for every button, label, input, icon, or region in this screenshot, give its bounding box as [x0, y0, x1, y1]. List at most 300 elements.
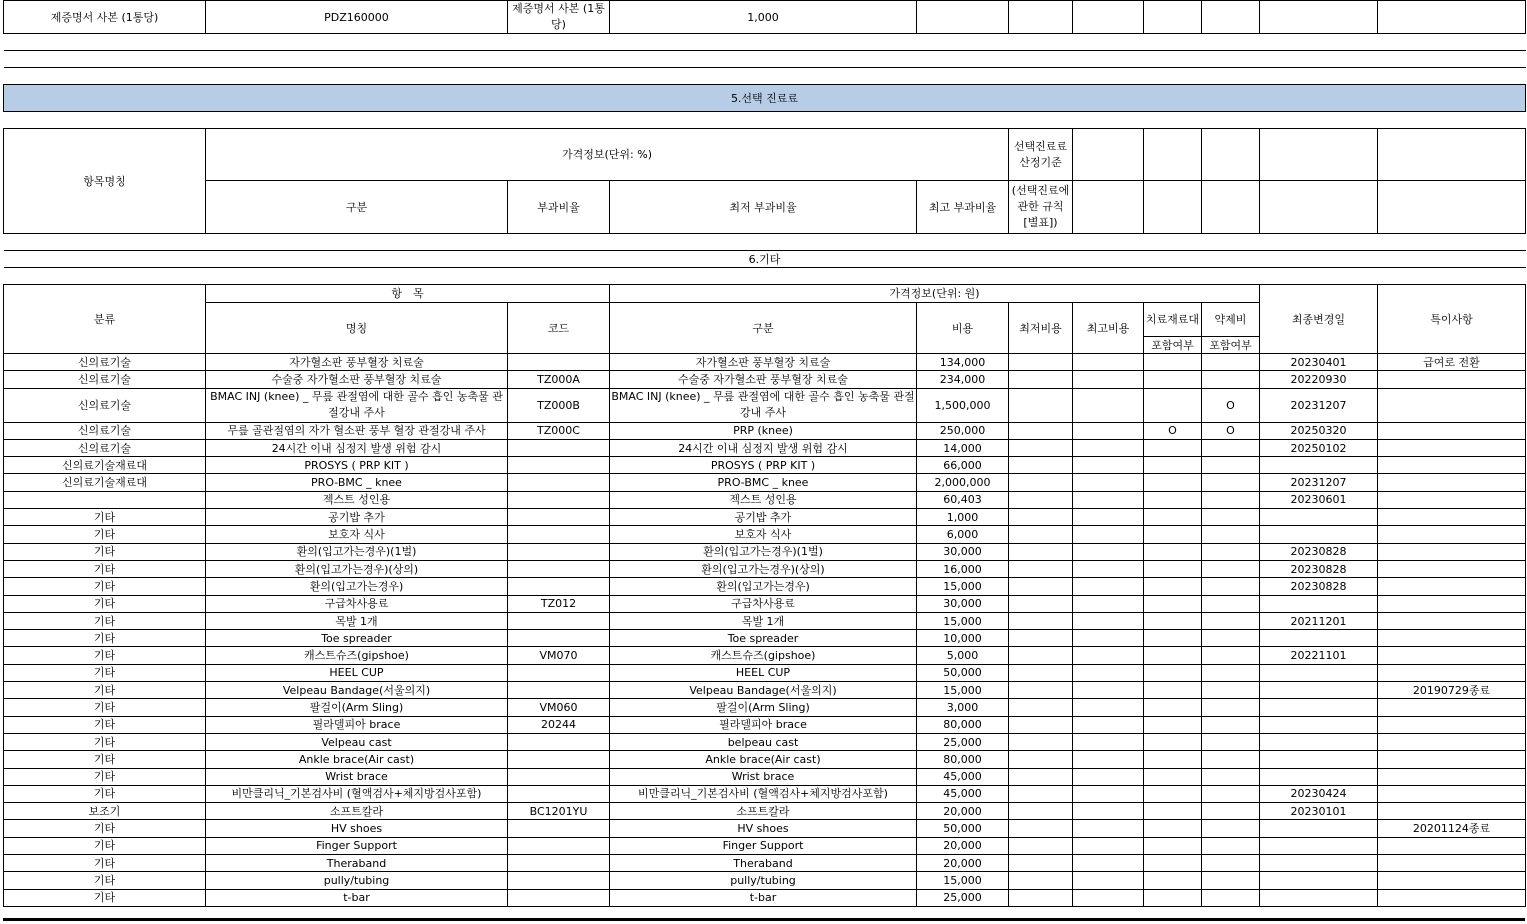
row-code: TZ012: [508, 595, 610, 612]
row-code: TZ000B: [508, 388, 610, 422]
row-note: [1378, 699, 1526, 716]
row-code: [508, 543, 610, 560]
row-code: [508, 560, 610, 577]
row-code: [508, 612, 610, 629]
row-name: BMAC INJ (knee) _ 무릎 관절염에 대한 골수 흡인 농축물 관절강내 주사: [206, 388, 508, 422]
row-mat: [1144, 388, 1202, 422]
row-code: [508, 872, 610, 889]
row-note: [1378, 716, 1526, 733]
row-cat: 기타: [4, 578, 206, 595]
row-date: [1260, 837, 1378, 854]
row-drug: [1202, 647, 1260, 664]
row-cat: 신의료기술: [4, 371, 206, 388]
row-note: [1378, 855, 1526, 872]
row-drug: [1202, 837, 1260, 854]
row-mat: [1144, 354, 1202, 371]
row-drug: [1202, 526, 1260, 543]
row-max: [1073, 803, 1144, 820]
row-cat: 기타: [4, 699, 206, 716]
row-name: 소프트칼라: [206, 803, 508, 820]
row-cat: 기타: [4, 630, 206, 647]
row-note: [1378, 595, 1526, 612]
row-mat: O: [1144, 422, 1202, 439]
table-row: [4, 595, 1526, 612]
row-cost: 15,000: [917, 612, 1009, 629]
row-date: [1260, 820, 1378, 837]
table-row: [4, 371, 1526, 388]
row-note: [1378, 457, 1526, 474]
row-max: [1073, 526, 1144, 543]
row-max: [1073, 785, 1144, 802]
row-min: [1009, 474, 1073, 491]
row-name: 목발 1개: [206, 612, 508, 629]
row-cat: 기타: [4, 526, 206, 543]
row-name: Velpeau Bandage(서울의지): [206, 682, 508, 699]
table-row: [4, 526, 1526, 543]
row-drug: [1202, 699, 1260, 716]
row-cost: 30,000: [917, 595, 1009, 612]
row-gubun: t-bar: [610, 889, 917, 906]
row-note: [1378, 371, 1526, 388]
row-cost: 5,000: [917, 647, 1009, 664]
table-row: [4, 612, 1526, 629]
row-drug: [1202, 855, 1260, 872]
row-cat: 기타: [4, 872, 206, 889]
row-code: [508, 491, 610, 508]
row-drug: [1202, 354, 1260, 371]
row-code: [508, 474, 610, 491]
row-gubun: 수술중 자가혈소판 풍부혈장 치료술: [610, 371, 917, 388]
s6-min-cost: 최저비용: [1009, 303, 1073, 354]
table-row: [4, 560, 1526, 577]
row-drug: [1202, 457, 1260, 474]
s6-drug: 약제비: [1202, 303, 1260, 337]
row-cost: 14,000: [917, 439, 1009, 456]
row-drug: O: [1202, 388, 1260, 422]
row-drug: [1202, 733, 1260, 750]
row-date: [1260, 889, 1378, 906]
row-note: [1378, 872, 1526, 889]
s6-cost: 비용: [917, 303, 1009, 354]
row-name: 공기밥 추가: [206, 509, 508, 526]
row-cat: 기타: [4, 820, 206, 837]
row-min: [1009, 439, 1073, 456]
row-note: [1378, 768, 1526, 785]
row-cat: 기타: [4, 716, 206, 733]
row-note: [1378, 560, 1526, 577]
row-mat: [1144, 457, 1202, 474]
table-row: [4, 578, 1526, 595]
row-date: 20230424: [1260, 785, 1378, 802]
row-min: [1009, 578, 1073, 595]
table-row: [4, 855, 1526, 872]
row-gubun: 구급차사용료: [610, 595, 917, 612]
row-date: 20230101: [1260, 803, 1378, 820]
row-name: 구급차사용료: [206, 595, 508, 612]
row-code: BC1201YU: [508, 803, 610, 820]
row-date: [1260, 526, 1378, 543]
row-code: [508, 785, 610, 802]
row-date: 20250102: [1260, 439, 1378, 456]
row-cat: 신의료기술: [4, 388, 206, 422]
table-row: [4, 837, 1526, 854]
row-mat: [1144, 630, 1202, 647]
row-date: 20230601: [1260, 491, 1378, 508]
row-date: 20220930: [1260, 371, 1378, 388]
row-drug: [1202, 682, 1260, 699]
row-cat: 기타: [4, 751, 206, 768]
table-row: [4, 889, 1526, 906]
table-row: [4, 543, 1526, 560]
row-max: [1073, 855, 1144, 872]
row-cat: 기타: [4, 889, 206, 906]
row-note: [1378, 422, 1526, 439]
row-mat: [1144, 491, 1202, 508]
row-cost: 15,000: [917, 872, 1009, 889]
row-note: [1378, 509, 1526, 526]
s5-price-info: 가격정보(단위: %): [206, 129, 1009, 181]
row-mat: [1144, 699, 1202, 716]
row-drug: [1202, 560, 1260, 577]
row-cat: 기타: [4, 768, 206, 785]
row-code: [508, 509, 610, 526]
table-row: [4, 491, 1526, 508]
s6-drug-incl: 포함여부: [1202, 337, 1260, 354]
row-cat: 기타: [4, 682, 206, 699]
s6-max-cost: 최고비용: [1073, 303, 1144, 354]
row-cat: 기타: [4, 647, 206, 664]
row-date: 20211201: [1260, 612, 1378, 629]
row-mat: [1144, 664, 1202, 681]
row-date: [1260, 630, 1378, 647]
row-gubun: 목발 1개: [610, 612, 917, 629]
row-code: [508, 354, 610, 371]
top-row-gubun: 제증명서 사본 (1통당): [508, 1, 610, 34]
row-name: PRO-BMC _ knee: [206, 474, 508, 491]
row-code: TZ000A: [508, 371, 610, 388]
row-note: 급여로 전환: [1378, 354, 1526, 371]
row-gubun: 공기밥 추가: [610, 509, 917, 526]
row-gubun: 자가혈소판 풍부혈장 치료술: [610, 354, 917, 371]
row-drug: [1202, 785, 1260, 802]
row-drug: [1202, 371, 1260, 388]
row-code: [508, 578, 610, 595]
s5-item-name: 항목명칭: [4, 129, 206, 234]
row-mat: [1144, 371, 1202, 388]
row-note: [1378, 751, 1526, 768]
row-drug: [1202, 889, 1260, 906]
row-max: [1073, 509, 1144, 526]
row-gubun: 필라델피아 brace: [610, 716, 917, 733]
row-date: [1260, 509, 1378, 526]
row-code: VM060: [508, 699, 610, 716]
row-min: [1009, 803, 1073, 820]
row-max: [1073, 560, 1144, 577]
row-mat: [1144, 803, 1202, 820]
row-min: [1009, 872, 1073, 889]
row-max: [1073, 457, 1144, 474]
row-gubun: BMAC INJ (knee) _ 무릎 관절염에 대한 골수 흡인 농축물 관절강내 주사: [610, 388, 917, 422]
row-drug: [1202, 803, 1260, 820]
s5-rate: 부과비율: [508, 181, 610, 234]
row-date: [1260, 751, 1378, 768]
s5-gubun: 구분: [206, 181, 508, 234]
row-mat: [1144, 647, 1202, 664]
table-row: [4, 354, 1526, 371]
row-min: [1009, 560, 1073, 577]
row-min: [1009, 354, 1073, 371]
row-name: HEEL CUP: [206, 664, 508, 681]
row-name: 수술중 자가혈소판 풍부혈장 치료술: [206, 371, 508, 388]
row-gubun: PROSYS ( PRP KIT ): [610, 457, 917, 474]
row-cost: 20,000: [917, 837, 1009, 854]
row-min: [1009, 855, 1073, 872]
section6-title: 6.기타: [4, 251, 1526, 268]
row-drug: [1202, 595, 1260, 612]
row-date: [1260, 716, 1378, 733]
row-cost: 1,500,000: [917, 388, 1009, 422]
row-date: 20231207: [1260, 474, 1378, 491]
row-cost: 15,000: [917, 578, 1009, 595]
row-date: [1260, 699, 1378, 716]
row-cat: 신의료기술: [4, 422, 206, 439]
s6-code: 코드: [508, 303, 610, 354]
row-gubun: 환의(입고가는경우): [610, 578, 917, 595]
row-min: [1009, 889, 1073, 906]
row-min: [1009, 526, 1073, 543]
row-mat: [1144, 560, 1202, 577]
row-code: [508, 526, 610, 543]
table-row: [4, 509, 1526, 526]
row-drug: [1202, 768, 1260, 785]
row-cost: 50,000: [917, 664, 1009, 681]
row-min: [1009, 820, 1073, 837]
row-note: 20190729종료: [1378, 682, 1526, 699]
row-gubun: pully/tubing: [610, 872, 917, 889]
row-note: [1378, 474, 1526, 491]
row-code: [508, 751, 610, 768]
row-cat: 기타: [4, 733, 206, 750]
row-code: [508, 820, 610, 837]
row-cost: 20,000: [917, 855, 1009, 872]
row-cat: [4, 491, 206, 508]
row-drug: [1202, 543, 1260, 560]
row-name: Finger Support: [206, 837, 508, 854]
row-min: [1009, 371, 1073, 388]
section6-title-row: [4, 251, 1526, 268]
row-max: [1073, 612, 1144, 629]
s6-category: 분류: [4, 285, 206, 354]
table-row: [4, 751, 1526, 768]
row-mat: [1144, 751, 1202, 768]
row-max: [1073, 872, 1144, 889]
row-drug: [1202, 612, 1260, 629]
row-min: [1009, 699, 1073, 716]
row-cost: 45,000: [917, 768, 1009, 785]
row-name: 자가혈소판 풍부혈장 치료술: [206, 354, 508, 371]
table-row: [4, 803, 1526, 820]
row-code: [508, 889, 610, 906]
row-note: [1378, 630, 1526, 647]
row-mat: [1144, 785, 1202, 802]
row-min: [1009, 647, 1073, 664]
section5-header-row1: [4, 129, 1526, 181]
row-date: [1260, 872, 1378, 889]
row-mat: [1144, 682, 1202, 699]
row-date: 20250320: [1260, 422, 1378, 439]
table-row: [4, 388, 1526, 422]
row-max: [1073, 439, 1144, 456]
row-code: [508, 855, 610, 872]
row-mat: [1144, 855, 1202, 872]
row-gubun: 팔걸이(Arm Sling): [610, 699, 917, 716]
table-row: [4, 664, 1526, 681]
row-min: [1009, 682, 1073, 699]
table-row: [4, 630, 1526, 647]
row-max: [1073, 716, 1144, 733]
row-note: [1378, 439, 1526, 456]
row-max: [1073, 388, 1144, 422]
row-date: [1260, 855, 1378, 872]
row-name: pully/tubing: [206, 872, 508, 889]
row-drug: [1202, 872, 1260, 889]
row-date: 20230401: [1260, 354, 1378, 371]
s6-price-info: 가격정보(단위: 원): [610, 285, 1260, 303]
row-max: [1073, 630, 1144, 647]
row-cat: 신의료기술재료대: [4, 474, 206, 491]
row-cost: 234,000: [917, 371, 1009, 388]
row-min: [1009, 751, 1073, 768]
row-name: PROSYS ( PRP KIT ): [206, 457, 508, 474]
row-mat: [1144, 526, 1202, 543]
row-date: 20230828: [1260, 578, 1378, 595]
row-code: [508, 733, 610, 750]
section6-header-row1: [4, 285, 1526, 303]
top-row-code: PDZ160000: [206, 1, 508, 34]
row-min: [1009, 630, 1073, 647]
table-row: [4, 699, 1526, 716]
row-max: [1073, 733, 1144, 750]
row-max: [1073, 664, 1144, 681]
row-drug: [1202, 820, 1260, 837]
row-note: 20201124종료: [1378, 820, 1526, 837]
row-mat: [1144, 889, 1202, 906]
table-row: [4, 422, 1526, 439]
row-min: [1009, 664, 1073, 681]
row-name: 필라델피아 brace: [206, 716, 508, 733]
row-gubun: 캐스트슈즈(gipshoe): [610, 647, 917, 664]
row-min: [1009, 595, 1073, 612]
row-gubun: 비만클리닉_기본검사비 (혈액검사+체지방검사포함): [610, 785, 917, 802]
row-date: [1260, 733, 1378, 750]
row-name: Velpeau cast: [206, 733, 508, 750]
row-cat: 기타: [4, 612, 206, 629]
s6-material-incl: 포함여부: [1144, 337, 1202, 354]
row-mat: [1144, 872, 1202, 889]
row-max: [1073, 491, 1144, 508]
row-cost: 1,000: [917, 509, 1009, 526]
row-max: [1073, 751, 1144, 768]
row-max: [1073, 371, 1144, 388]
row-note: [1378, 543, 1526, 560]
row-gubun: Theraband: [610, 855, 917, 872]
row-mat: [1144, 543, 1202, 560]
row-cost: 45,000: [917, 785, 1009, 802]
row-drug: [1202, 664, 1260, 681]
row-cat: 기타: [4, 509, 206, 526]
row-cat: 신의료기술: [4, 439, 206, 456]
row-name: 보호자 식사: [206, 526, 508, 543]
row-gubun: Wrist brace: [610, 768, 917, 785]
row-max: [1073, 699, 1144, 716]
row-date: [1260, 682, 1378, 699]
table-row: [4, 457, 1526, 474]
row-min: [1009, 837, 1073, 854]
row-name: 환의(입고가는경우)(상의): [206, 560, 508, 577]
row-note: [1378, 733, 1526, 750]
row-cat: 기타: [4, 837, 206, 854]
row-gubun: Finger Support: [610, 837, 917, 854]
row-cost: 10,000: [917, 630, 1009, 647]
row-cost: 20,000: [917, 803, 1009, 820]
row-min: [1009, 491, 1073, 508]
row-code: [508, 682, 610, 699]
s6-last-changed: 최종변경일: [1260, 285, 1378, 354]
row-cost: 250,000: [917, 422, 1009, 439]
row-max: [1073, 595, 1144, 612]
row-mat: [1144, 768, 1202, 785]
row-cat: 기타: [4, 785, 206, 802]
s6-gubun: 구분: [610, 303, 917, 354]
row-date: [1260, 595, 1378, 612]
row-gubun: HEEL CUP: [610, 664, 917, 681]
row-cat: 기타: [4, 543, 206, 560]
row-min: [1009, 422, 1073, 439]
row-name: 젝스트 성인용: [206, 491, 508, 508]
price-table: [3, 0, 1526, 907]
row-name: Theraband: [206, 855, 508, 872]
row-drug: [1202, 474, 1260, 491]
row-cat: 신의료기술재료대: [4, 457, 206, 474]
top-row-cost: 1,000: [610, 1, 917, 34]
row-gubun: 젝스트 성인용: [610, 491, 917, 508]
row-gubun: PRO-BMC _ knee: [610, 474, 917, 491]
row-note: [1378, 803, 1526, 820]
s6-item: 항 목: [206, 285, 610, 303]
table-row: [4, 474, 1526, 491]
row-cost: 30,000: [917, 543, 1009, 560]
row-mat: [1144, 716, 1202, 733]
s5-criteria: 선택진료료 산정기준: [1009, 129, 1073, 181]
row-mat: [1144, 837, 1202, 854]
row-min: [1009, 716, 1073, 733]
row-cat: 기타: [4, 664, 206, 681]
row-min: [1009, 388, 1073, 422]
row-code: TZ000C: [508, 422, 610, 439]
row-cost: 66,000: [917, 457, 1009, 474]
row-date: [1260, 457, 1378, 474]
row-name: 팔걸이(Arm Sling): [206, 699, 508, 716]
row-code: [508, 630, 610, 647]
row-cat: 신의료기술: [4, 354, 206, 371]
row-drug: [1202, 578, 1260, 595]
row-drug: [1202, 630, 1260, 647]
row-note: [1378, 578, 1526, 595]
row-max: [1073, 768, 1144, 785]
row-max: [1073, 889, 1144, 906]
table-row: [4, 439, 1526, 456]
row-mat: [1144, 578, 1202, 595]
